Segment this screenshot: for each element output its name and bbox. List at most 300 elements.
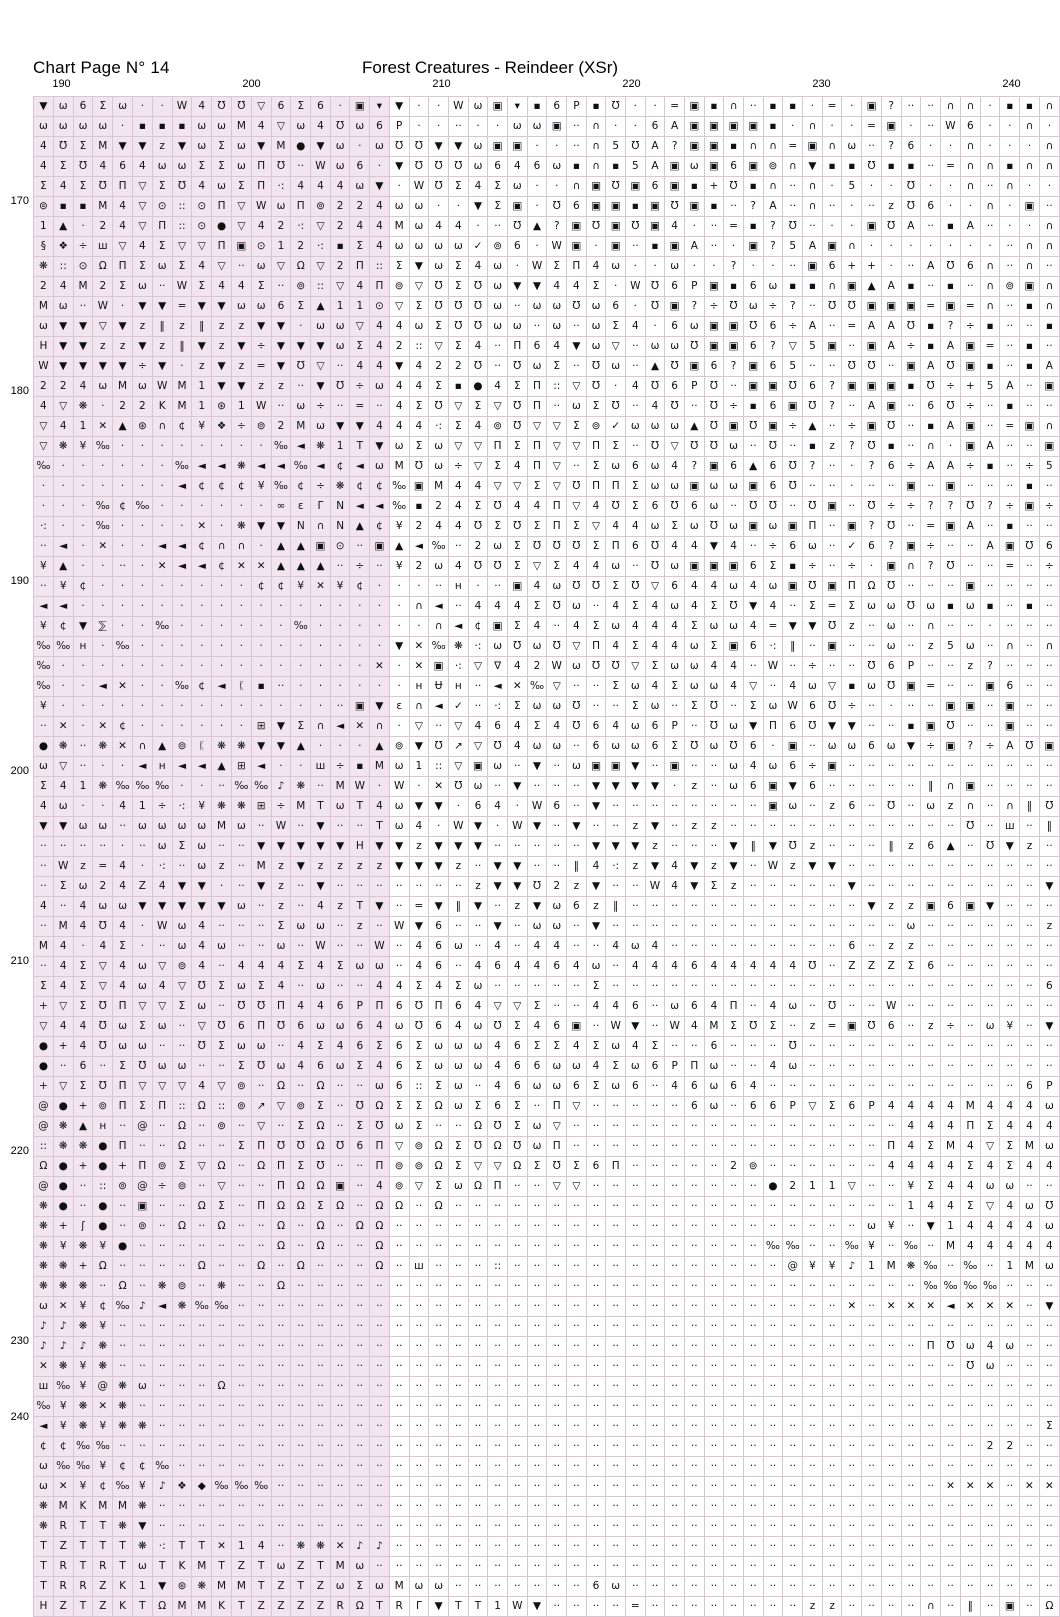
grid-cell[interactable]: ··	[488, 1337, 508, 1357]
grid-cell[interactable]: +	[862, 257, 882, 277]
grid-cell[interactable]: ··	[1000, 997, 1020, 1017]
grid-cell[interactable]: ‰	[960, 1257, 980, 1277]
grid-cell[interactable]: ··	[921, 697, 941, 717]
grid-cell[interactable]: Σ	[212, 137, 232, 157]
grid-cell[interactable]: ··	[822, 897, 842, 917]
grid-cell[interactable]: ▪	[330, 237, 350, 257]
grid-cell[interactable]: ··	[684, 1277, 704, 1297]
grid-cell[interactable]: ··	[645, 1457, 665, 1477]
grid-cell[interactable]: T	[34, 1537, 54, 1557]
grid-cell[interactable]: ÷	[803, 757, 823, 777]
grid-cell[interactable]: ◄	[212, 457, 232, 477]
grid-cell[interactable]: ··	[1020, 1517, 1040, 1537]
grid-cell[interactable]: ··	[192, 1417, 212, 1437]
grid-cell[interactable]: Z	[93, 1577, 113, 1597]
grid-cell[interactable]: ▲	[645, 357, 665, 377]
grid-cell[interactable]: ▣	[803, 137, 823, 157]
grid-cell[interactable]: ··	[881, 1497, 901, 1517]
grid-cell[interactable]: ::	[370, 257, 390, 277]
grid-cell[interactable]: =	[822, 97, 842, 117]
grid-cell[interactable]: ·	[132, 857, 152, 877]
grid-cell[interactable]: ··	[291, 1397, 311, 1417]
grid-cell[interactable]: 4	[132, 157, 152, 177]
grid-cell[interactable]: ··	[980, 857, 1000, 877]
grid-cell[interactable]: 4	[73, 917, 93, 937]
grid-cell[interactable]: ‰	[93, 437, 113, 457]
grid-cell[interactable]: ··	[803, 737, 823, 757]
grid-cell[interactable]: Σ	[626, 597, 646, 617]
grid-cell[interactable]: ··	[172, 1517, 192, 1537]
grid-cell[interactable]: Ʊ	[783, 217, 803, 237]
grid-cell[interactable]: ÷	[842, 417, 862, 437]
grid-cell[interactable]: ·	[132, 937, 152, 957]
grid-cell[interactable]: ¥	[862, 1237, 882, 1257]
grid-cell[interactable]: Σ	[409, 1117, 429, 1137]
grid-cell[interactable]: Ω	[271, 1077, 291, 1097]
grid-cell[interactable]: ·	[172, 597, 192, 617]
grid-cell[interactable]: ▼	[271, 837, 291, 857]
grid-cell[interactable]: T	[34, 1557, 54, 1577]
grid-cell[interactable]: ··	[960, 877, 980, 897]
grid-cell[interactable]: Γ	[409, 1597, 429, 1617]
grid-cell[interactable]: ··	[251, 1397, 271, 1417]
grid-cell[interactable]: ··	[34, 837, 54, 857]
grid-cell[interactable]: ▽	[488, 397, 508, 417]
grid-cell[interactable]: Σ	[921, 1177, 941, 1197]
grid-cell[interactable]: ··	[724, 1277, 744, 1297]
grid-cell[interactable]: ··	[901, 1457, 921, 1477]
grid-cell[interactable]: ··	[152, 1357, 172, 1377]
grid-cell[interactable]: ··	[370, 1457, 390, 1477]
grid-cell[interactable]: ▽	[645, 577, 665, 597]
grid-cell[interactable]: ··	[350, 1197, 370, 1217]
grid-cell[interactable]: ··	[468, 1517, 488, 1537]
grid-cell[interactable]: ··	[1000, 457, 1020, 477]
grid-cell[interactable]: ··	[881, 1077, 901, 1097]
grid-cell[interactable]: 4	[941, 1197, 961, 1217]
grid-cell[interactable]: ··	[665, 1437, 685, 1457]
grid-cell[interactable]: ∇	[488, 657, 508, 677]
grid-cell[interactable]: Ʊ	[73, 157, 93, 177]
grid-cell[interactable]: ··	[132, 1397, 152, 1417]
grid-cell[interactable]: ω	[527, 117, 547, 137]
grid-cell[interactable]: 4	[409, 377, 429, 397]
grid-cell[interactable]: ▽	[468, 437, 488, 457]
grid-cell[interactable]: 4	[724, 677, 744, 697]
grid-cell[interactable]: 6	[921, 397, 941, 417]
grid-cell[interactable]: Ω	[212, 1157, 232, 1177]
grid-cell[interactable]: ··	[409, 1497, 429, 1517]
grid-cell[interactable]: ·	[665, 777, 685, 797]
grid-cell[interactable]: ··	[449, 1297, 469, 1317]
grid-cell[interactable]: Ʊ	[881, 517, 901, 537]
grid-cell[interactable]: ÷	[941, 1017, 961, 1037]
grid-cell[interactable]: ‖	[152, 317, 172, 337]
grid-cell[interactable]: ‰	[132, 777, 152, 797]
grid-cell[interactable]: ‰	[132, 497, 152, 517]
grid-cell[interactable]: ▪	[1039, 317, 1059, 337]
grid-cell[interactable]: z	[803, 1597, 823, 1617]
grid-cell[interactable]: ▼	[429, 897, 449, 917]
grid-cell[interactable]: ·	[370, 677, 390, 697]
grid-cell[interactable]: ·	[132, 97, 152, 117]
grid-cell[interactable]: W	[881, 997, 901, 1017]
grid-cell[interactable]: ··	[941, 1537, 961, 1557]
grid-cell[interactable]: ··	[921, 577, 941, 597]
grid-cell[interactable]: ··	[822, 557, 842, 577]
grid-cell[interactable]: ▣	[960, 437, 980, 457]
grid-cell[interactable]: Ʊ	[783, 477, 803, 497]
grid-cell[interactable]: ··	[724, 1437, 744, 1457]
grid-cell[interactable]: ··	[921, 1057, 941, 1077]
grid-cell[interactable]: A	[901, 217, 921, 237]
grid-cell[interactable]: +	[73, 1257, 93, 1277]
grid-cell[interactable]: ··	[1039, 1377, 1059, 1397]
grid-cell[interactable]: Ʊ	[941, 1337, 961, 1357]
grid-cell[interactable]: ··	[350, 1497, 370, 1517]
grid-cell[interactable]: ··	[842, 1397, 862, 1417]
grid-cell[interactable]: ··	[1039, 477, 1059, 497]
grid-cell[interactable]: 4	[941, 1097, 961, 1117]
grid-cell[interactable]: ·	[330, 737, 350, 757]
grid-cell[interactable]: ··	[960, 617, 980, 637]
grid-cell[interactable]: 4	[980, 1217, 1000, 1237]
grid-cell[interactable]: ÷	[1000, 497, 1020, 517]
grid-cell[interactable]: 2	[291, 237, 311, 257]
grid-cell[interactable]: ·	[586, 237, 606, 257]
grid-cell[interactable]: ▼	[34, 97, 54, 117]
grid-cell[interactable]: ··	[960, 717, 980, 737]
grid-cell[interactable]: ··	[449, 1497, 469, 1517]
grid-cell[interactable]: ∩	[724, 97, 744, 117]
grid-cell[interactable]: M	[231, 1577, 251, 1597]
grid-cell[interactable]: ω	[113, 1017, 133, 1037]
grid-cell[interactable]: ··	[389, 1477, 409, 1497]
grid-cell[interactable]: ·	[429, 197, 449, 217]
grid-cell[interactable]: ▾	[370, 97, 390, 117]
grid-cell[interactable]: ··	[330, 1377, 350, 1397]
grid-cell[interactable]: ··	[251, 1417, 271, 1437]
grid-cell[interactable]: ∩	[429, 617, 449, 637]
grid-cell[interactable]: ··	[507, 837, 527, 857]
grid-cell[interactable]: ··	[271, 1477, 291, 1497]
grid-cell[interactable]: ··	[763, 1537, 783, 1557]
grid-cell[interactable]: ¢	[53, 617, 73, 637]
grid-cell[interactable]: ··	[704, 1297, 724, 1317]
grid-cell[interactable]: z	[73, 857, 93, 877]
grid-cell[interactable]: 1	[231, 1537, 251, 1557]
grid-cell[interactable]: ●	[34, 737, 54, 757]
grid-cell[interactable]: ∩	[231, 537, 251, 557]
grid-cell[interactable]: ?	[665, 137, 685, 157]
grid-cell[interactable]: 4	[783, 677, 803, 697]
grid-cell[interactable]: ··	[665, 1117, 685, 1137]
grid-cell[interactable]: ··	[212, 1137, 232, 1157]
grid-cell[interactable]: 4	[73, 1017, 93, 1037]
grid-cell[interactable]: ω	[881, 597, 901, 617]
grid-cell[interactable]: ··	[842, 977, 862, 997]
grid-cell[interactable]: ··	[547, 1497, 567, 1517]
grid-cell[interactable]: ·:	[152, 1537, 172, 1557]
grid-cell[interactable]: ··	[822, 1377, 842, 1397]
grid-cell[interactable]: Σ	[803, 597, 823, 617]
grid-cell[interactable]: ‖	[743, 837, 763, 857]
grid-cell[interactable]: 4	[1020, 1217, 1040, 1237]
grid-cell[interactable]: ¢	[192, 537, 212, 557]
grid-cell[interactable]: Σ	[842, 597, 862, 617]
grid-cell[interactable]: Ʊ	[980, 837, 1000, 857]
grid-cell[interactable]: ··	[704, 1557, 724, 1577]
grid-cell[interactable]: ⊙	[192, 197, 212, 217]
grid-cell[interactable]: T	[350, 437, 370, 457]
grid-cell[interactable]: ··	[212, 1357, 232, 1377]
grid-cell[interactable]: ·	[370, 777, 390, 797]
grid-cell[interactable]: 4	[409, 357, 429, 377]
grid-cell[interactable]: 4	[409, 937, 429, 957]
grid-cell[interactable]: Σ	[449, 337, 469, 357]
grid-cell[interactable]: ··	[488, 1297, 508, 1317]
grid-cell[interactable]: 6	[1020, 1077, 1040, 1097]
grid-cell[interactable]: ··	[626, 1177, 646, 1197]
grid-cell[interactable]: ·	[93, 637, 113, 657]
grid-cell[interactable]: ··	[822, 1317, 842, 1337]
grid-cell[interactable]: Ʊ	[291, 357, 311, 377]
grid-cell[interactable]: ▣	[704, 457, 724, 477]
grid-cell[interactable]: 4	[192, 177, 212, 197]
grid-cell[interactable]: ∩	[409, 597, 429, 617]
grid-cell[interactable]: R	[330, 1597, 350, 1617]
grid-cell[interactable]: ω	[152, 1017, 172, 1037]
grid-cell[interactable]: ❖	[53, 237, 73, 257]
grid-cell[interactable]: ··	[271, 1317, 291, 1337]
grid-cell[interactable]: Σ	[488, 457, 508, 477]
grid-cell[interactable]: ··	[743, 1577, 763, 1597]
grid-cell[interactable]: ÷	[921, 537, 941, 557]
grid-cell[interactable]: Ʊ	[960, 1357, 980, 1377]
grid-cell[interactable]: ·	[132, 657, 152, 677]
grid-cell[interactable]: Ʊ	[488, 737, 508, 757]
grid-cell[interactable]: ▽	[389, 1137, 409, 1157]
grid-cell[interactable]: 4	[527, 937, 547, 957]
grid-cell[interactable]: 6	[527, 337, 547, 357]
grid-cell[interactable]: ▣	[743, 157, 763, 177]
grid-cell[interactable]: ··	[960, 857, 980, 877]
grid-cell[interactable]: 1	[941, 1217, 961, 1237]
grid-cell[interactable]: ?	[743, 197, 763, 217]
grid-cell[interactable]: ··	[763, 817, 783, 837]
grid-cell[interactable]: 4	[527, 617, 547, 637]
grid-cell[interactable]: ●	[93, 1217, 113, 1237]
grid-cell[interactable]: 4	[152, 877, 172, 897]
grid-cell[interactable]: Ʊ	[743, 317, 763, 337]
grid-cell[interactable]: ··	[152, 1397, 172, 1417]
grid-cell[interactable]: ··	[724, 1177, 744, 1197]
grid-cell[interactable]: ▼	[251, 737, 271, 757]
grid-cell[interactable]: ··	[1000, 477, 1020, 497]
grid-cell[interactable]: ·	[132, 917, 152, 937]
grid-cell[interactable]: ▼	[389, 837, 409, 857]
grid-cell[interactable]: ··	[1020, 1057, 1040, 1077]
grid-cell[interactable]: Σ	[921, 1137, 941, 1157]
grid-cell[interactable]: ··	[507, 1197, 527, 1217]
grid-cell[interactable]: ··	[547, 1237, 567, 1257]
grid-cell[interactable]: 4	[606, 717, 626, 737]
grid-cell[interactable]: ··	[172, 1337, 192, 1357]
grid-cell[interactable]: ·	[941, 137, 961, 157]
grid-cell[interactable]: ··	[212, 1417, 232, 1437]
grid-cell[interactable]: Ʊ	[468, 277, 488, 297]
grid-cell[interactable]: ··	[1020, 317, 1040, 337]
grid-cell[interactable]: ··	[152, 1117, 172, 1137]
grid-cell[interactable]: ·	[626, 117, 646, 137]
grid-cell[interactable]: ··	[547, 977, 567, 997]
grid-cell[interactable]: ▼	[507, 777, 527, 797]
grid-cell[interactable]: ··	[1039, 1397, 1059, 1417]
grid-cell[interactable]: ··	[586, 817, 606, 837]
grid-cell[interactable]: ▽	[783, 337, 803, 357]
grid-cell[interactable]: ··	[113, 1317, 133, 1337]
grid-cell[interactable]: ··	[803, 1137, 823, 1157]
grid-cell[interactable]: ◄	[350, 497, 370, 517]
grid-cell[interactable]: 4	[409, 957, 429, 977]
grid-cell[interactable]: 6	[684, 1077, 704, 1097]
grid-cell[interactable]: ··	[822, 1337, 842, 1357]
grid-cell[interactable]: ··	[941, 1077, 961, 1097]
grid-cell[interactable]: ▽	[34, 437, 54, 457]
grid-cell[interactable]: ▣	[132, 1197, 152, 1217]
grid-cell[interactable]: ··	[311, 1277, 331, 1297]
grid-cell[interactable]: 4	[93, 157, 113, 177]
grid-cell[interactable]: ω	[547, 917, 567, 937]
grid-cell[interactable]: 4	[53, 417, 73, 437]
grid-cell[interactable]: ¢	[370, 517, 390, 537]
grid-cell[interactable]: ··	[606, 1397, 626, 1417]
grid-cell[interactable]: ❋	[53, 1357, 73, 1377]
grid-cell[interactable]: ·	[113, 457, 133, 477]
grid-cell[interactable]: z	[803, 1017, 823, 1037]
grid-cell[interactable]: ¥	[803, 1257, 823, 1277]
grid-cell[interactable]: ··	[645, 1237, 665, 1257]
grid-cell[interactable]: ··	[73, 757, 93, 777]
grid-cell[interactable]: 1	[132, 797, 152, 817]
grid-cell[interactable]: ··	[684, 1497, 704, 1517]
grid-cell[interactable]: ▪	[724, 277, 744, 297]
grid-cell[interactable]: ▼	[291, 857, 311, 877]
grid-cell[interactable]: ▽	[567, 497, 587, 517]
grid-cell[interactable]: ∩	[567, 177, 587, 197]
grid-cell[interactable]: ❋	[34, 1497, 54, 1517]
grid-cell[interactable]: Π	[527, 397, 547, 417]
grid-cell[interactable]: ω	[192, 997, 212, 1017]
grid-cell[interactable]: ··	[1020, 637, 1040, 657]
grid-cell[interactable]: ▣	[1000, 1597, 1020, 1617]
grid-cell[interactable]: M	[192, 1597, 212, 1617]
grid-cell[interactable]: ▽	[743, 677, 763, 697]
grid-cell[interactable]: K	[73, 1497, 93, 1517]
grid-cell[interactable]: ▽	[547, 677, 567, 697]
grid-cell[interactable]: ··	[152, 1137, 172, 1157]
grid-cell[interactable]: ··	[370, 557, 390, 577]
grid-cell[interactable]: Σ	[113, 277, 133, 297]
grid-cell[interactable]: +	[53, 1037, 73, 1057]
grid-cell[interactable]: ⊙	[152, 197, 172, 217]
grid-cell[interactable]: ω	[330, 137, 350, 157]
grid-cell[interactable]: ··	[311, 1477, 331, 1497]
grid-cell[interactable]: ω	[960, 1337, 980, 1357]
grid-cell[interactable]: ··	[901, 1337, 921, 1357]
grid-cell[interactable]: W	[172, 97, 192, 117]
grid-cell[interactable]: ·	[389, 597, 409, 617]
grid-cell[interactable]: ··	[645, 1337, 665, 1357]
grid-cell[interactable]: ?	[724, 257, 744, 277]
grid-cell[interactable]: W	[350, 777, 370, 797]
grid-cell[interactable]: Ʊ	[606, 657, 626, 677]
grid-cell[interactable]: ··	[1039, 937, 1059, 957]
grid-cell[interactable]: ··	[665, 1557, 685, 1577]
grid-cell[interactable]: ··	[960, 677, 980, 697]
grid-cell[interactable]: ω	[724, 437, 744, 457]
grid-cell[interactable]: ··	[763, 1197, 783, 1217]
grid-cell[interactable]: @	[34, 1117, 54, 1137]
grid-cell[interactable]: ··	[113, 557, 133, 577]
grid-cell[interactable]: ··	[665, 837, 685, 857]
grid-cell[interactable]: ··	[803, 1557, 823, 1577]
grid-cell[interactable]: ··	[941, 1577, 961, 1597]
grid-cell[interactable]: Ʊ	[567, 297, 587, 317]
grid-cell[interactable]: 4	[468, 597, 488, 617]
grid-cell[interactable]: ω	[606, 257, 626, 277]
grid-cell[interactable]: ··	[763, 1417, 783, 1437]
grid-cell[interactable]: ··	[665, 1597, 685, 1617]
grid-cell[interactable]: +	[113, 1157, 133, 1177]
grid-cell[interactable]: ·	[291, 317, 311, 337]
grid-cell[interactable]: 4	[1000, 1117, 1020, 1137]
grid-cell[interactable]: ¥	[73, 1357, 93, 1377]
grid-cell[interactable]: ‰	[980, 1277, 1000, 1297]
grid-cell[interactable]: ÷	[350, 377, 370, 397]
grid-cell[interactable]: ω	[53, 97, 73, 117]
grid-cell[interactable]: ··	[488, 577, 508, 597]
grid-cell[interactable]: 6	[645, 737, 665, 757]
grid-cell[interactable]: ▣	[743, 377, 763, 397]
grid-cell[interactable]: ··	[1000, 317, 1020, 337]
grid-cell[interactable]: W	[527, 797, 547, 817]
grid-cell[interactable]: ·	[113, 757, 133, 777]
grid-cell[interactable]: ‰	[152, 1457, 172, 1477]
grid-cell[interactable]: W	[763, 657, 783, 677]
grid-cell[interactable]: 4	[586, 557, 606, 577]
grid-cell[interactable]: ω	[881, 637, 901, 657]
grid-cell[interactable]: ¥	[53, 1397, 73, 1417]
grid-cell[interactable]: ▣	[980, 677, 1000, 697]
grid-cell[interactable]: ··	[862, 1277, 882, 1297]
grid-cell[interactable]: ∩	[1000, 797, 1020, 817]
grid-cell[interactable]: ▼	[743, 717, 763, 737]
grid-cell[interactable]: ▼	[704, 537, 724, 557]
grid-cell[interactable]: ··	[1000, 1537, 1020, 1557]
grid-cell[interactable]: 4	[567, 617, 587, 637]
grid-cell[interactable]: Σ	[901, 957, 921, 977]
grid-cell[interactable]: ··	[724, 1037, 744, 1057]
grid-cell[interactable]: 2	[271, 217, 291, 237]
grid-cell[interactable]: ··	[803, 1077, 823, 1097]
grid-cell[interactable]: ·	[704, 257, 724, 277]
grid-cell[interactable]: ¥	[291, 577, 311, 597]
grid-cell[interactable]: Ʊ	[547, 597, 567, 617]
grid-cell[interactable]: ··	[152, 277, 172, 297]
grid-cell[interactable]: Σ	[527, 717, 547, 737]
grid-cell[interactable]: ▣	[724, 557, 744, 577]
